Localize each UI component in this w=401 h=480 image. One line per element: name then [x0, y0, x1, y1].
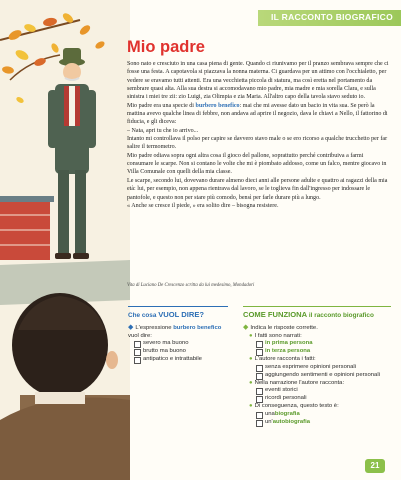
instruction: ◆ Indica le risposte corrette.: [243, 324, 318, 331]
checkbox[interactable]: [256, 365, 263, 372]
story-paragraph: Mio padre era una specie di burbero benefico: mai che mi avesse dato un bacio in vita sua. Se però la mattina avevo qualche linea di febbre, non andava ad aprire il negozio, dava le chiavi a Nello, il fattorino di fiducia, e gli diceva:: [127, 102, 388, 126]
story-paragraph: Le scarpe, secondo lui, dovevano durare almeno dieci anni alle persone adulte e quattro ai ragazzi della mia età: lui, per esempio, non appena rientrava dal lavoro, se le toglieva fin dall'ingresso per indossare le pantofole, e questo non per stare più comodo, bensì per farle durare più a lungo.: [127, 177, 388, 201]
checkbox[interactable]: [256, 373, 263, 380]
question-1: ● I fatti sono narrati:: [249, 332, 302, 339]
diamond-bullet-icon: ◆: [243, 324, 249, 331]
comprehension-heading: COME FUNZIONA il racconto biografico: [243, 310, 374, 319]
answer-option[interactable]: un' autobiografia: [243, 419, 391, 427]
question-3: ● Nella narrazione l'autore racconta:: [249, 379, 345, 386]
bullet-dot-icon: ●: [249, 403, 253, 409]
source-credit: Vita di Luciano De Crescenzo scritta da lui medesimo, Mondadori: [127, 283, 255, 288]
answer-option[interactable]: eventi storici: [243, 387, 391, 395]
bullet-dot-icon: ●: [249, 332, 253, 339]
bullet-dot-icon: ●: [249, 379, 253, 386]
comprehension-exercise: [243, 306, 391, 427]
checkbox[interactable]: [256, 412, 263, 419]
brick-wall: [0, 196, 54, 260]
answer-option[interactable]: brutto ma buono: [128, 348, 228, 356]
checkbox[interactable]: [134, 349, 141, 356]
story-illustration: [0, 0, 130, 480]
answer-option[interactable]: una biografia: [243, 411, 391, 419]
answer-option[interactable]: severo ma buono: [128, 340, 228, 348]
question-4: ● Di conseguenza, questo testo è:: [249, 403, 339, 409]
checkbox[interactable]: [134, 357, 141, 364]
story-text: [127, 60, 389, 210]
checkbox[interactable]: [256, 396, 263, 403]
story-paragraph: Sono nato e cresciuto in una casa piena di gente. Quando ci riunivamo per il pranzo sembrava sempre che ci fosse una festa. A capotavola si piazzava la nonna materna. Ci guardava per un attimo con l'occhialetto, per vedere se eravamo tutti attenti. Era una vecchietta piccola di statura, ma così eretta nel portamento da sembrare quasi alta. Alla sua destra si accomodavano mio padre, mia madre e mia sorella Clara, e sulla sinistra i miei tre zii: zio Luigi, zia Olimpia e zia Maria. All'altro capo della tavola stavo seduto io.: [127, 61, 389, 101]
story-title: Mio padre: [127, 38, 205, 56]
checkbox[interactable]: [256, 349, 263, 356]
checkbox[interactable]: [256, 420, 263, 427]
bullet-dot-icon: ●: [249, 356, 253, 362]
question-2: ● L'autore racconta i fatti:: [249, 356, 316, 362]
diamond-bullet-icon: ◆: [128, 324, 134, 331]
story-paragraph: « Anche se cresce il piede, » era solito dire – bisogna resistere.: [127, 202, 279, 209]
answer-option[interactable]: in terza persona: [243, 348, 391, 356]
answer-option[interactable]: senza esprimere opinioni personali: [243, 364, 391, 372]
vocabulary-question: ◆ L'espressione burbero benefico vuol dire:: [128, 324, 222, 339]
answer-option[interactable]: in prima persona: [243, 340, 391, 348]
section-label: IL RACCONTO BIOGRAFICO: [271, 12, 393, 22]
checkbox[interactable]: [256, 388, 263, 395]
story-paragraph: Intanto mi controllava il polso per capire se davvero stavo male o se ero ricorso a qualche trucchetto per far salire il termometro.: [127, 136, 388, 151]
vocabulary-exercise: [128, 306, 228, 364]
highlighted-term: burbero benefico: [195, 102, 240, 109]
answer-option[interactable]: antipatico e intrattabile: [128, 356, 228, 364]
story-paragraph: – Nata, apri tu che io arrivo...: [127, 127, 199, 134]
page-number: 21: [365, 459, 385, 473]
checkbox[interactable]: [256, 341, 263, 348]
checkbox[interactable]: [134, 341, 141, 348]
answer-option[interactable]: aggiungendo sentimenti e opinioni personali: [243, 372, 391, 380]
story-paragraph: Mio padre odiava sopra ogni altra cosa il gioco del pallone, soprattutto perché contribuiva a farmi consumare le scarpe. Non si contano le volte che mi è piombato addosso, come un falco, mentre giocavo in Villa Comunale con quelli della mia classe.: [127, 152, 387, 176]
section-header-band: [258, 10, 401, 26]
answer-option[interactable]: ricordi personali: [243, 395, 391, 403]
vocabulary-heading: Che cosa VUOL DIRE?: [128, 310, 205, 319]
